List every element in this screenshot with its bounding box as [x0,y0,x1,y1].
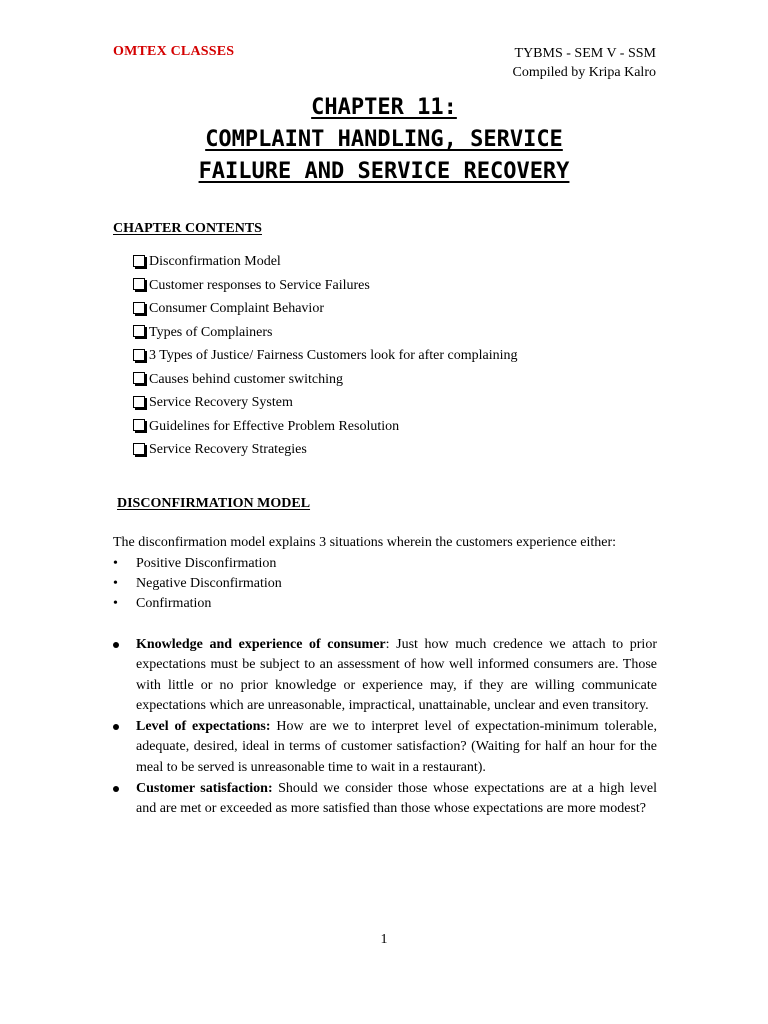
list-item [113,635,657,716]
list-item: • Positive Disconfirmation [113,554,282,574]
list-item [113,779,657,820]
chapter-title-line3: FAILURE AND SERVICE RECOVERY [198,159,570,184]
point-text: How are we to interpret level of expectation-minimum tolerable, adequate, desired, ideal in terms of customer satisfaction? (Waiting for half an hour for the meal to be served is unreasonable time to wait in a restaurant). [136,719,658,775]
point-term: Knowledge and experience of consumer [136,637,386,652]
checkbox-icon [133,443,145,455]
disconfirmation-intro: The disconfirmation model explains 3 situations wherein the customers experience either: [113,535,617,550]
list-item: Disconfirmation Model [133,250,518,274]
chapter-contents-heading: CHAPTER CONTENTS [113,221,262,236]
chapter-title-line1: CHAPTER 11: [311,95,457,120]
list-item: Guidelines for Effective Problem Resolution [133,415,518,439]
list-item: Causes behind customer switching [133,368,518,392]
bullet-icon [113,786,119,792]
list-item: 3 Types of Justice/ Fairness Customers look for after complaining [133,344,518,368]
disconfirmation-points [113,635,657,821]
point-text: Should we consider those whose expectations are at a high level and are met or exceeded as more satisfied than those whose expectations are more modest? [136,781,657,817]
list-item: Consumer Complaint Behavior [133,297,518,321]
bullet-icon: • [113,596,118,611]
disconfirmation-types-list [113,554,282,614]
bullet-icon: • [113,556,118,571]
checkbox-icon [133,278,145,290]
chapter-title-line2: COMPLAINT HANDLING, SERVICE [205,127,563,152]
point-term: Level of expectations: [136,719,271,735]
list-item: • Negative Disconfirmation [113,574,282,594]
checkbox-icon [133,325,145,337]
checkbox-icon [133,302,145,314]
checkbox-icon [133,419,145,431]
chapter-contents-list [133,250,518,462]
header-course-info [513,44,656,82]
chapter-title [0,92,768,188]
list-item: Types of Complainers [133,321,518,345]
header-course: TYBMS - SEM V - SSM [514,46,656,61]
page-number: 1 [380,932,388,947]
list-item [113,717,657,778]
disconfirmation-heading: DISCONFIRMATION MODEL [117,496,311,511]
list-item: Service Recovery Strategies [133,438,518,462]
header-org-name: OMTEX CLASSES [113,44,235,59]
bullet-icon: • [113,576,118,591]
list-item: Customer responses to Service Failures [133,274,518,298]
list-item: Service Recovery System [133,391,518,415]
bullet-icon [113,724,119,730]
header-compiler: Compiled by Kripa Kalro [512,65,656,80]
checkbox-icon [133,396,145,408]
checkbox-icon [133,255,145,267]
checkbox-icon [133,349,145,361]
point-text: : Just how much credence we attach to prior expectations must be subject to an assessment of how well informed consumers are. Those with little or no prior knowledge or experience may, if they are willing communicate expectations which are unreasonable, impractical, unattainable, unclear and even transitory. [136,637,657,713]
point-term: Customer satisfaction: [136,781,273,797]
bullet-icon [113,642,119,648]
list-item: • Confirmation [113,594,282,614]
checkbox-icon [133,372,145,384]
